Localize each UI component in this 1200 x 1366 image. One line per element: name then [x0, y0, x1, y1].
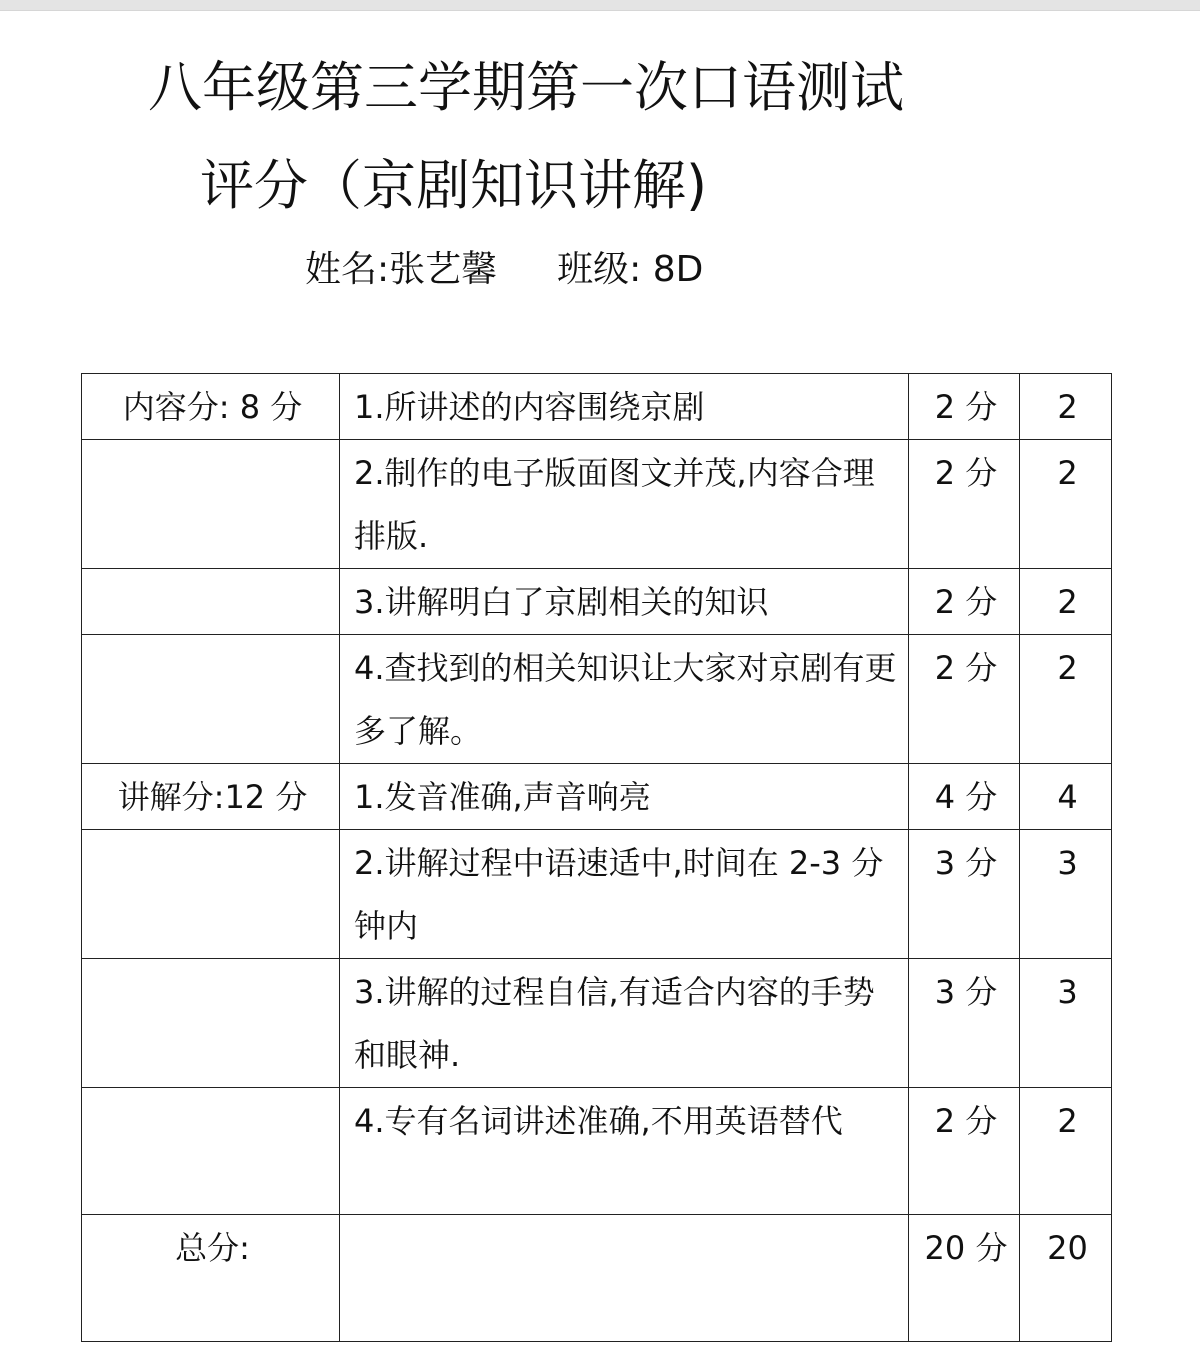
student-info	[305, 246, 703, 294]
score-cell: 2	[1020, 440, 1112, 569]
table-row	[82, 569, 1112, 635]
score-cell: 4	[1020, 764, 1112, 830]
table-row	[82, 959, 1112, 1088]
total-label: 总分:	[82, 1215, 340, 1342]
criterion-cell: 4.专有名词讲述准确,不用英语替代	[340, 1088, 909, 1215]
criterion-cell: 2.讲解过程中语速适中,时间在 2-3 分钟内	[340, 830, 909, 959]
page-subtitle: 评分（京剧知识讲解)	[200, 154, 708, 217]
criterion-cell: 1.发音准确,声音响亮	[340, 764, 909, 830]
criterion-cell: 1.所讲述的内容围绕京剧	[340, 374, 909, 440]
category-cell	[82, 440, 340, 569]
points-cell: 4 分	[909, 764, 1020, 830]
page-title: 八年级第三学期第一次口语测试	[148, 56, 904, 119]
score-cell: 2	[1020, 635, 1112, 764]
category-cell	[82, 569, 340, 635]
category-cell: 讲解分:12 分	[82, 764, 340, 830]
category-cell	[82, 959, 340, 1088]
table-row	[82, 440, 1112, 569]
student-class: 班级: 8D	[557, 249, 704, 290]
table-row	[82, 374, 1112, 440]
category-cell	[82, 830, 340, 959]
table-row	[82, 1088, 1112, 1215]
total-score: 20	[1020, 1215, 1112, 1342]
category-cell: 内容分: 8 分	[82, 374, 340, 440]
rubric-table	[81, 373, 1112, 1342]
student-name: 姓名:张艺馨	[305, 249, 498, 290]
total-criterion-cell	[340, 1215, 909, 1342]
points-cell: 2 分	[909, 1088, 1020, 1215]
score-cell: 3	[1020, 830, 1112, 959]
points-cell: 2 分	[909, 440, 1020, 569]
points-cell: 2 分	[909, 374, 1020, 440]
points-cell: 2 分	[909, 635, 1020, 764]
criterion-cell: 4.查找到的相关知识让大家对京剧有更多了解。	[340, 635, 909, 764]
criterion-cell: 3.讲解明白了京剧相关的知识	[340, 569, 909, 635]
criterion-cell: 2.制作的电子版面图文并茂,内容合理排版.	[340, 440, 909, 569]
points-cell: 2 分	[909, 569, 1020, 635]
total-row	[82, 1215, 1112, 1342]
criterion-cell: 3.讲解的过程自信,有适合内容的手势和眼神.	[340, 959, 909, 1088]
score-cell: 3	[1020, 959, 1112, 1088]
score-cell: 2	[1020, 569, 1112, 635]
score-cell: 2	[1020, 374, 1112, 440]
category-cell	[82, 635, 340, 764]
score-cell: 2	[1020, 1088, 1112, 1215]
points-cell: 3 分	[909, 830, 1020, 959]
table-row	[82, 830, 1112, 959]
table-row	[82, 635, 1112, 764]
points-cell: 3 分	[909, 959, 1020, 1088]
table-row	[82, 764, 1112, 830]
total-points: 20 分	[909, 1215, 1020, 1342]
top-band	[0, 0, 1200, 11]
category-cell	[82, 1088, 340, 1215]
